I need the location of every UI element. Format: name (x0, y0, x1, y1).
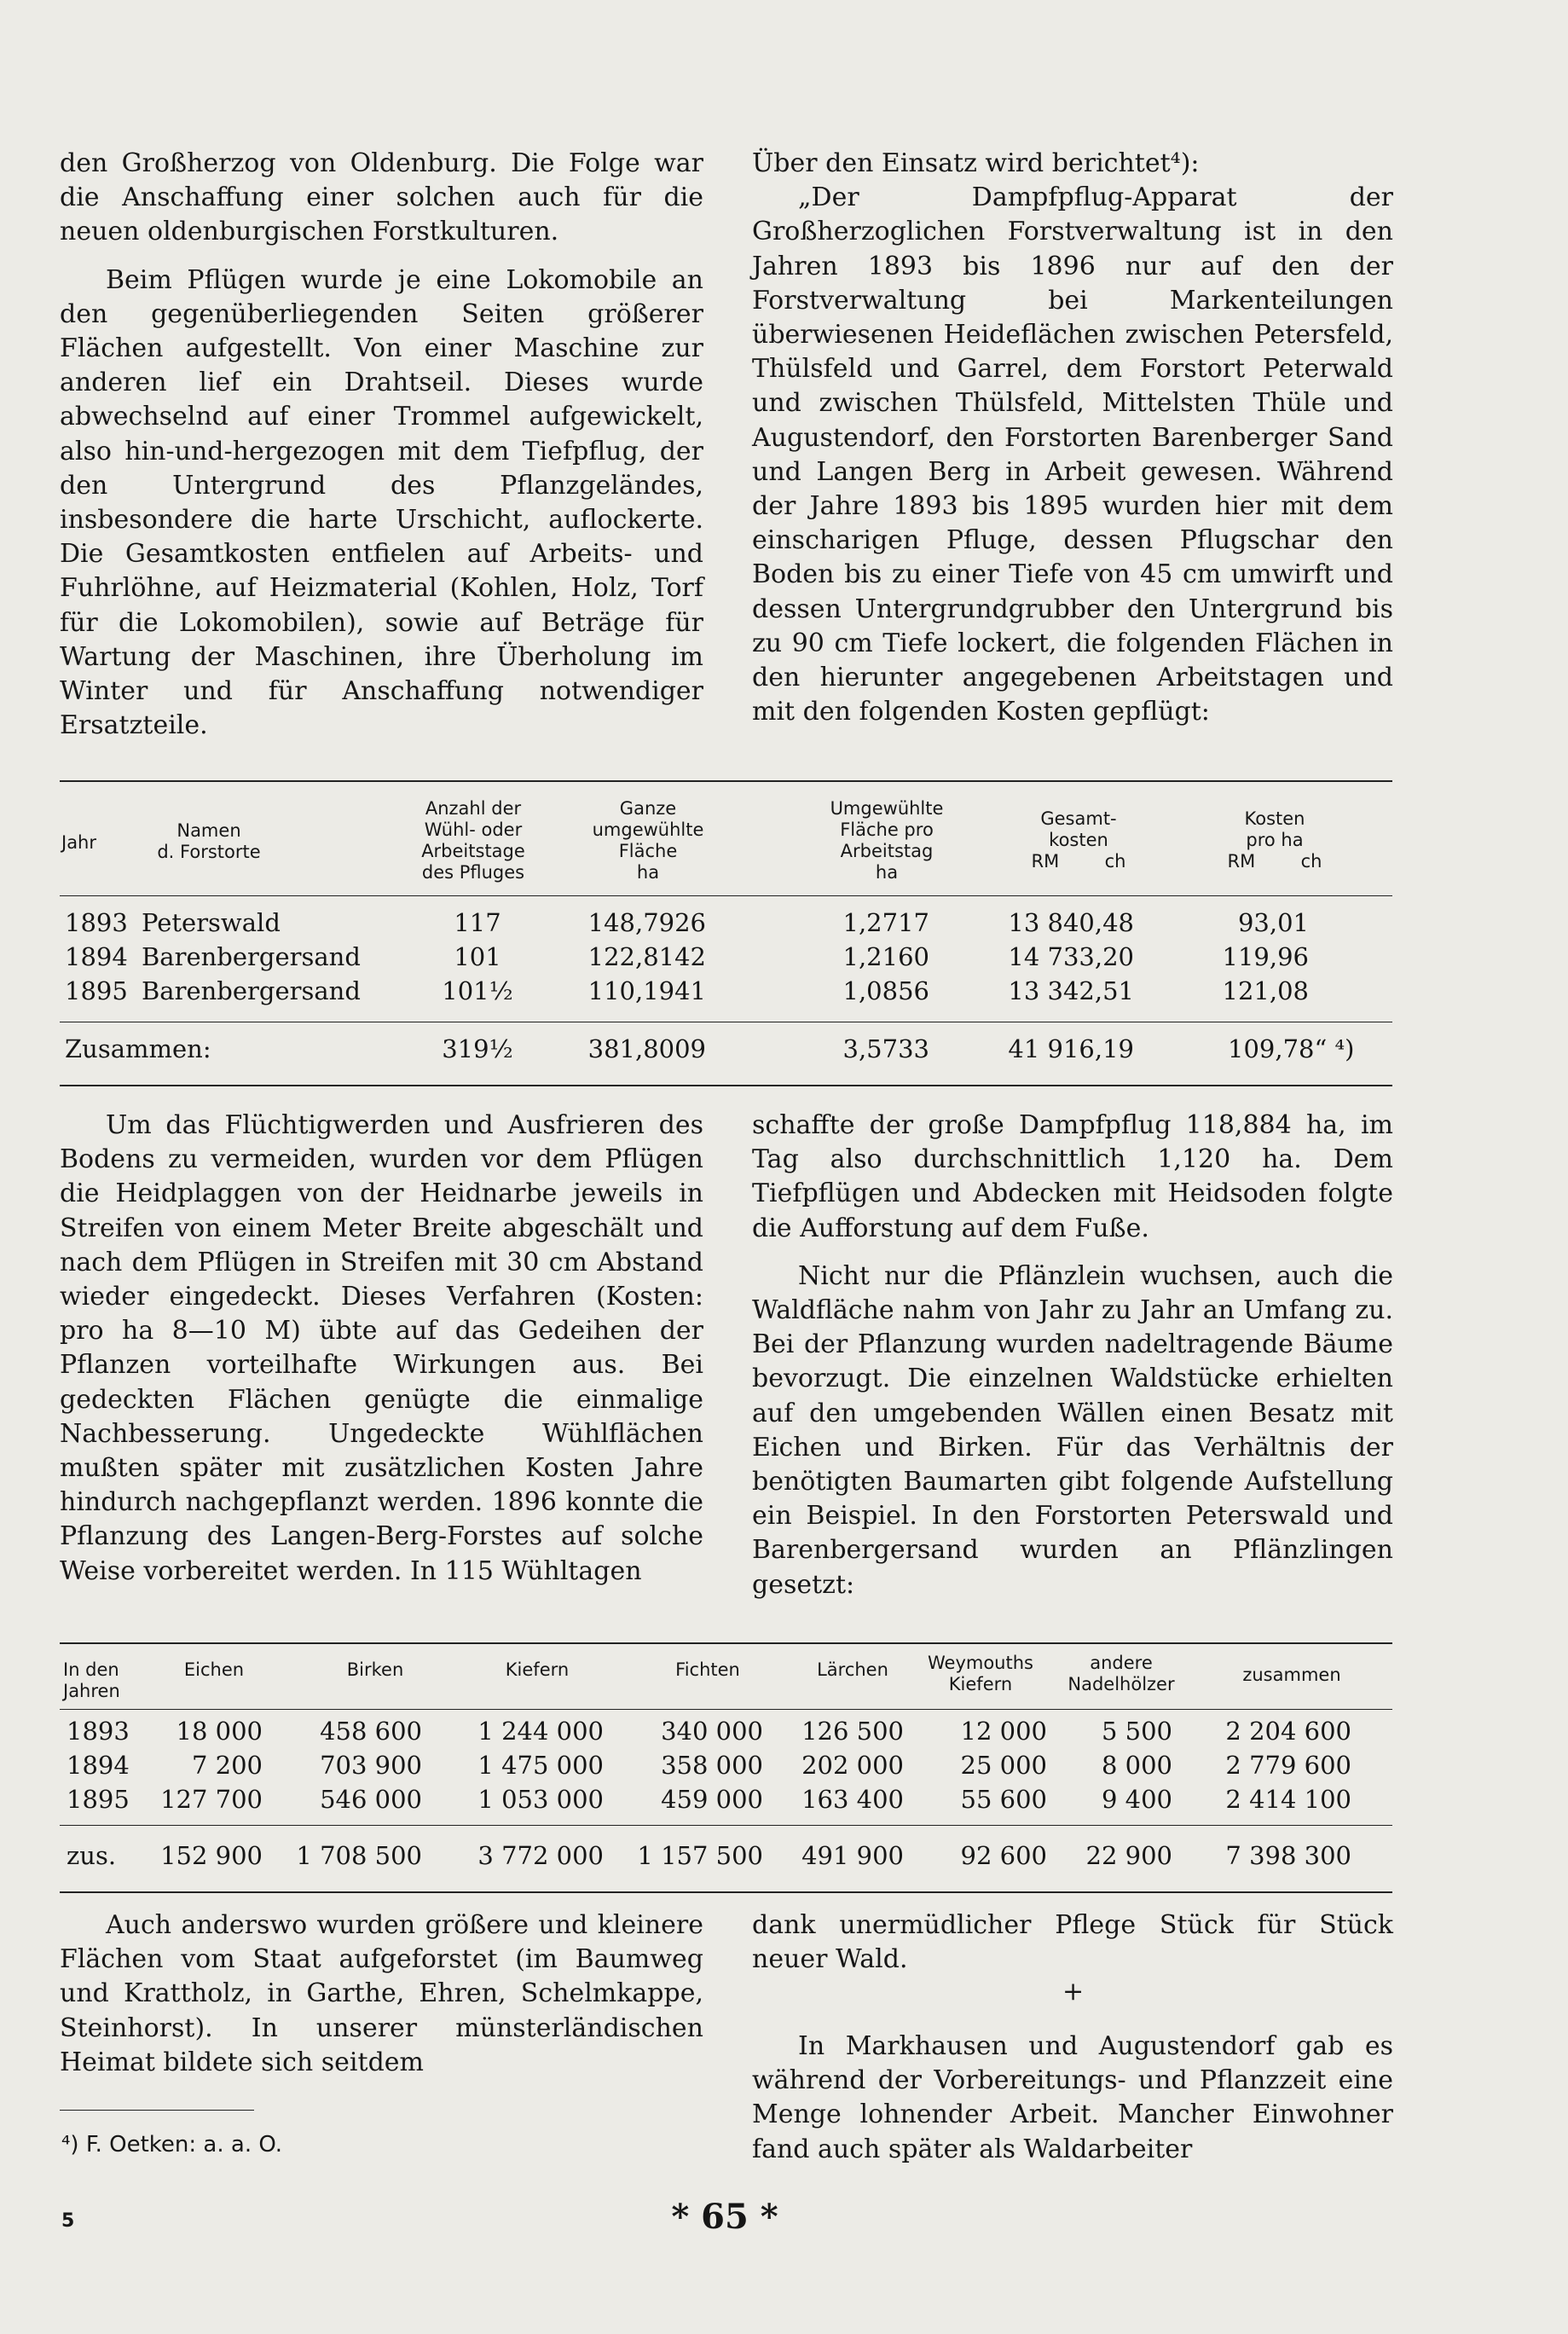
total-zusammen: 7 398 300 (1225, 1841, 1351, 1870)
table-row-1894 (0, 1748, 1568, 1782)
right-column-middle (752, 1109, 1393, 1602)
table-row-1895 (0, 1782, 1568, 1816)
cell-jahr: 1893 (65, 908, 128, 937)
cell-pro-tag: 1,2160 (842, 942, 929, 971)
cell-laerchen: 126 500 (801, 1717, 904, 1746)
col-header-andere: andere Nadelhölzer (1068, 1653, 1175, 1694)
paragraph: „Der Dampfpflug-Apparat der Großherzoglichen Forstverwaltung ist in den Jahren 1893 bis 1896 nur auf den der Forstverwaltung bei Markenteilungen überwiesenen Heideflächen zwischen Petersfeld, Thülsfeld und Garrel, dem Forstort Peterwald und zwischen Thülsfeld, Mittelsten Thüle und Augustendorf, den Forstorten Barenberger Sand und Langen Berg in Arbeit gewesen. Während der Jahre 1893 bis 1895 wurden hier mit dem einscharigen Pfluge, dessen Pflugschar den Boden bis zu einer Tiefe von 45 cm umwirft und dessen Untergrundgrubber den Untergrund bis zu 90 cm Tiefe lockert, die folgenden Flächen in den hierunter angegebenen Arbeitstagen und mit den folgenden Kosten gepflügt: (752, 182, 1393, 727)
cell-name: Barenbergersand (142, 942, 361, 971)
table-total-row (0, 1839, 1568, 1873)
left-column-bottom (60, 1908, 703, 2080)
cell-jahr: 1894 (65, 942, 128, 971)
table-row-1893 (0, 1714, 1568, 1748)
page-number: * 65 * (671, 2197, 778, 2237)
col-header-eichen: Eichen (183, 1659, 245, 1680)
total-birken: 1 708 500 (296, 1841, 422, 1870)
footnote-rule (60, 2110, 254, 2111)
cell-weymouths: 25 000 (960, 1751, 1047, 1780)
col-header-laerchen: Lärchen (817, 1659, 888, 1680)
cell-fichten: 459 000 (661, 1785, 763, 1814)
cell-pro-ha: 119,96 (1222, 942, 1309, 971)
table-row-1895 (0, 974, 1568, 1008)
cell-andere: 9 400 (1101, 1785, 1172, 1814)
right-column-bottom (752, 1908, 1393, 1977)
right-column-last (752, 2030, 1393, 2167)
col-header-birken: Birken (346, 1659, 404, 1680)
cell-zusammen: 2 414 100 (1225, 1785, 1351, 1814)
left-column-top (60, 147, 703, 743)
cell-weymouths: 55 600 (960, 1785, 1047, 1814)
total-laerchen: 491 900 (801, 1841, 904, 1870)
cell-birken: 546 000 (320, 1785, 422, 1814)
cell-laerchen: 202 000 (801, 1751, 904, 1780)
paragraph: Nicht nur die Pflänzlein wuchsen, auch die Waldfläche nahm von Jahr zu Jahr an Umfang zu. Bei der Pflanzung wurden nadeltragende Bäume bevorzugt. Die einzelnen Waldstücke erhielten auf den umgebenden Wällen einen Besatz mit Eichen und Birken. Für das Verhältnis der benötigten Baumarten gibt folgende Aufstellung ein Beispiel. In den Forstorten Peterswald und Barenbergersand wurden an Pflänzlingen gesetzt: (752, 1260, 1393, 1600)
total-andere: 22 900 (1085, 1841, 1172, 1870)
cell-jahr: 1893 (67, 1717, 130, 1746)
col-header-fichten: Fichten (675, 1659, 740, 1680)
table-row-1893 (0, 906, 1568, 940)
total-label: Zusammen: (65, 1034, 211, 1063)
cell-kiefern: 1 053 000 (477, 1785, 604, 1814)
col-header-kiefern: Kiefern (505, 1659, 570, 1680)
cell-flaeche: 122,8142 (587, 942, 706, 971)
total-eichen: 152 900 (160, 1841, 263, 1870)
total-gesamt: 41 916,19 (1008, 1034, 1134, 1063)
table-row-1894 (0, 940, 1568, 974)
cell-gesamt: 14 733,20 (1008, 942, 1134, 971)
col-header-jahr: Jahr (61, 832, 97, 853)
cell-flaeche: 148,7926 (587, 908, 706, 937)
total-tage: 319½ (442, 1034, 513, 1063)
cell-tage: 117 (454, 908, 501, 937)
paragraph: dank unermüdlicher Pflege Stück für Stück neuer Wald. (752, 1910, 1393, 1975)
cell-eichen: 127 700 (160, 1785, 263, 1814)
paragraph: den Großherzog von Oldenburg. Die Folge war die Anschaffung einer solchen auch für die neuen oldenburgischen Forstkulturen. (60, 148, 703, 247)
cell-fichten: 340 000 (661, 1717, 763, 1746)
cell-pro-ha: 121,08 (1222, 976, 1309, 1005)
col-header-anzahl: Anzahl der Wühl- oder Arbeitstage des Pfluges (421, 798, 525, 883)
col-header-gesamtkosten: Gesamt- kosten RM ch (1031, 808, 1126, 872)
cell-zusammen: 2 204 600 (1225, 1717, 1351, 1746)
cell-kiefern: 1 475 000 (477, 1751, 604, 1780)
cell-pro-ha: 93,01 (1237, 908, 1309, 937)
paragraph: schaffte der große Dampfpflug 118,884 ha, im Tag also durchschnittlich 1,120 ha. Dem Tiefpflügen und Abdecken mit Heidsoden folgte die Aufforstung auf dem Fuße. (752, 1110, 1393, 1243)
cell-tage: 101½ (442, 976, 513, 1005)
cell-gesamt: 13 840,48 (1008, 908, 1134, 937)
col-header-namen: Namen d. Forstorte (157, 820, 261, 862)
left-column-middle (60, 1109, 703, 1589)
cell-jahr: 1894 (67, 1751, 130, 1780)
section-separator: + (1062, 1977, 1085, 2007)
cell-kiefern: 1 244 000 (477, 1717, 604, 1746)
cell-laerchen: 163 400 (801, 1785, 904, 1814)
cell-pro-tag: 1,0856 (842, 976, 929, 1005)
total-label: zus. (67, 1841, 117, 1870)
total-weymouths: 92 600 (960, 1841, 1047, 1870)
paragraph: Auch anderswo wurden größere und kleinere Flächen vom Staat aufgeforstet (im Baumweg und Krattholz, in Garthe, Ehren, Schelmkappe, Steinhorst). In unserer münsterländischen Heimat bildete sich seitdem (60, 1910, 703, 2077)
total-pro-tag: 3,5733 (842, 1034, 929, 1063)
cell-tage: 101 (454, 942, 501, 971)
paragraph: In Markhausen und Augustendorf gab es während der Vorbereitungs- und Pflanzzeit eine Menge lohnender Arbeit. Mancher Einwohner fand auch später als Waldarbeiter (752, 2031, 1393, 2164)
cell-birken: 458 600 (320, 1717, 422, 1746)
cell-zusammen: 2 779 600 (1225, 1751, 1351, 1780)
right-column-top (752, 147, 1393, 729)
col-header-ganze: Ganze umgewühlte Fläche ha (592, 798, 704, 883)
cell-name: Barenbergersand (142, 976, 361, 1005)
cell-andere: 8 000 (1101, 1751, 1172, 1780)
table-total-row (0, 1032, 1568, 1066)
paragraph: Beim Pflügen wurde je eine Lokomobile an den gegenüberliegenden Seiten größerer Flächen aufgestellt. Von einer Maschine zur anderen lief ein Drahtseil. Dieses wurde abwechselnd auf einer Trommel aufgewickelt, also hin-und-hergezogen mit dem Tiefpflug, der den Untergrund des Pflanzgeländes, insbesondere die harte Urschicht, auflockerte. Die Gesamtkosten entfielen auf Arbeits- und Fuhrlöhne, auf Heizmaterial (Kohlen, Holz, Torf für die Lokomobilen), sowie auf Beträge für Wartung der Maschinen, ihre Überholung im Winter und für Anschaffung notwendiger Ersatzteile. (60, 264, 703, 741)
footnote: ⁴) F. Oetken: a. a. O. (61, 2132, 283, 2157)
total-flaeche: 381,8009 (587, 1034, 706, 1063)
col-header-zusammen: zusammen (1242, 1665, 1341, 1685)
cell-pro-tag: 1,2717 (842, 908, 929, 937)
col-header-umgewuehlte: Umgewühlte Fläche pro Arbeitstag ha (830, 798, 944, 883)
col-header-weymouths: Weymouths Kiefern (928, 1653, 1033, 1694)
col-header-jahren: In den Jahren (63, 1659, 120, 1701)
cell-andere: 5 500 (1101, 1717, 1172, 1746)
cell-name: Peterswald (142, 908, 281, 937)
total-pro-ha: 109,78“ ⁴) (1228, 1034, 1355, 1063)
col-header-kosten-pro-ha: Kosten pro ha RM ch (1227, 808, 1322, 872)
total-kiefern: 3 772 000 (477, 1841, 604, 1870)
cell-flaeche: 110,1941 (587, 976, 706, 1005)
total-fichten: 1 157 500 (637, 1841, 763, 1870)
cell-weymouths: 12 000 (960, 1717, 1047, 1746)
cell-jahr: 1895 (65, 976, 128, 1005)
cell-eichen: 7 200 (191, 1751, 263, 1780)
cell-fichten: 358 000 (661, 1751, 763, 1780)
signature-mark: 5 (61, 2210, 75, 2232)
paragraph: Über den Einsatz wird berichtet⁴): (752, 148, 1200, 178)
paragraph: Um das Flüchtigwerden und Ausfrieren des Bodens zu vermeiden, wurden vor dem Pflügen die Heidplaggen von der Heidnarbe jeweils in Streifen von einem Meter Breite abgeschält und nach dem Pflügen in Streifen mit 30 cm Abstand wieder eingedeckt. Dieses Verfahren (Kosten: pro ha 8—10 M) übte auf das Gedeihen der Pflanzen vorteilhafte Wirkungen aus. Bei gedeckten Flächen genügte die einmalige Nachbesserung. Ungedeckte Wühlflächen mußten später mit zusätzlichen Kosten Jahre hindurch nachgepflanzt werden. 1896 konnte die Pflanzung des Langen-Berg-Forstes auf solche Weise vorbereitet werden. In 115 Wühltagen (60, 1110, 703, 1586)
cell-jahr: 1895 (67, 1785, 130, 1814)
cell-gesamt: 13 342,51 (1008, 976, 1134, 1005)
cell-eichen: 18 000 (176, 1717, 263, 1746)
cell-birken: 703 900 (320, 1751, 422, 1780)
